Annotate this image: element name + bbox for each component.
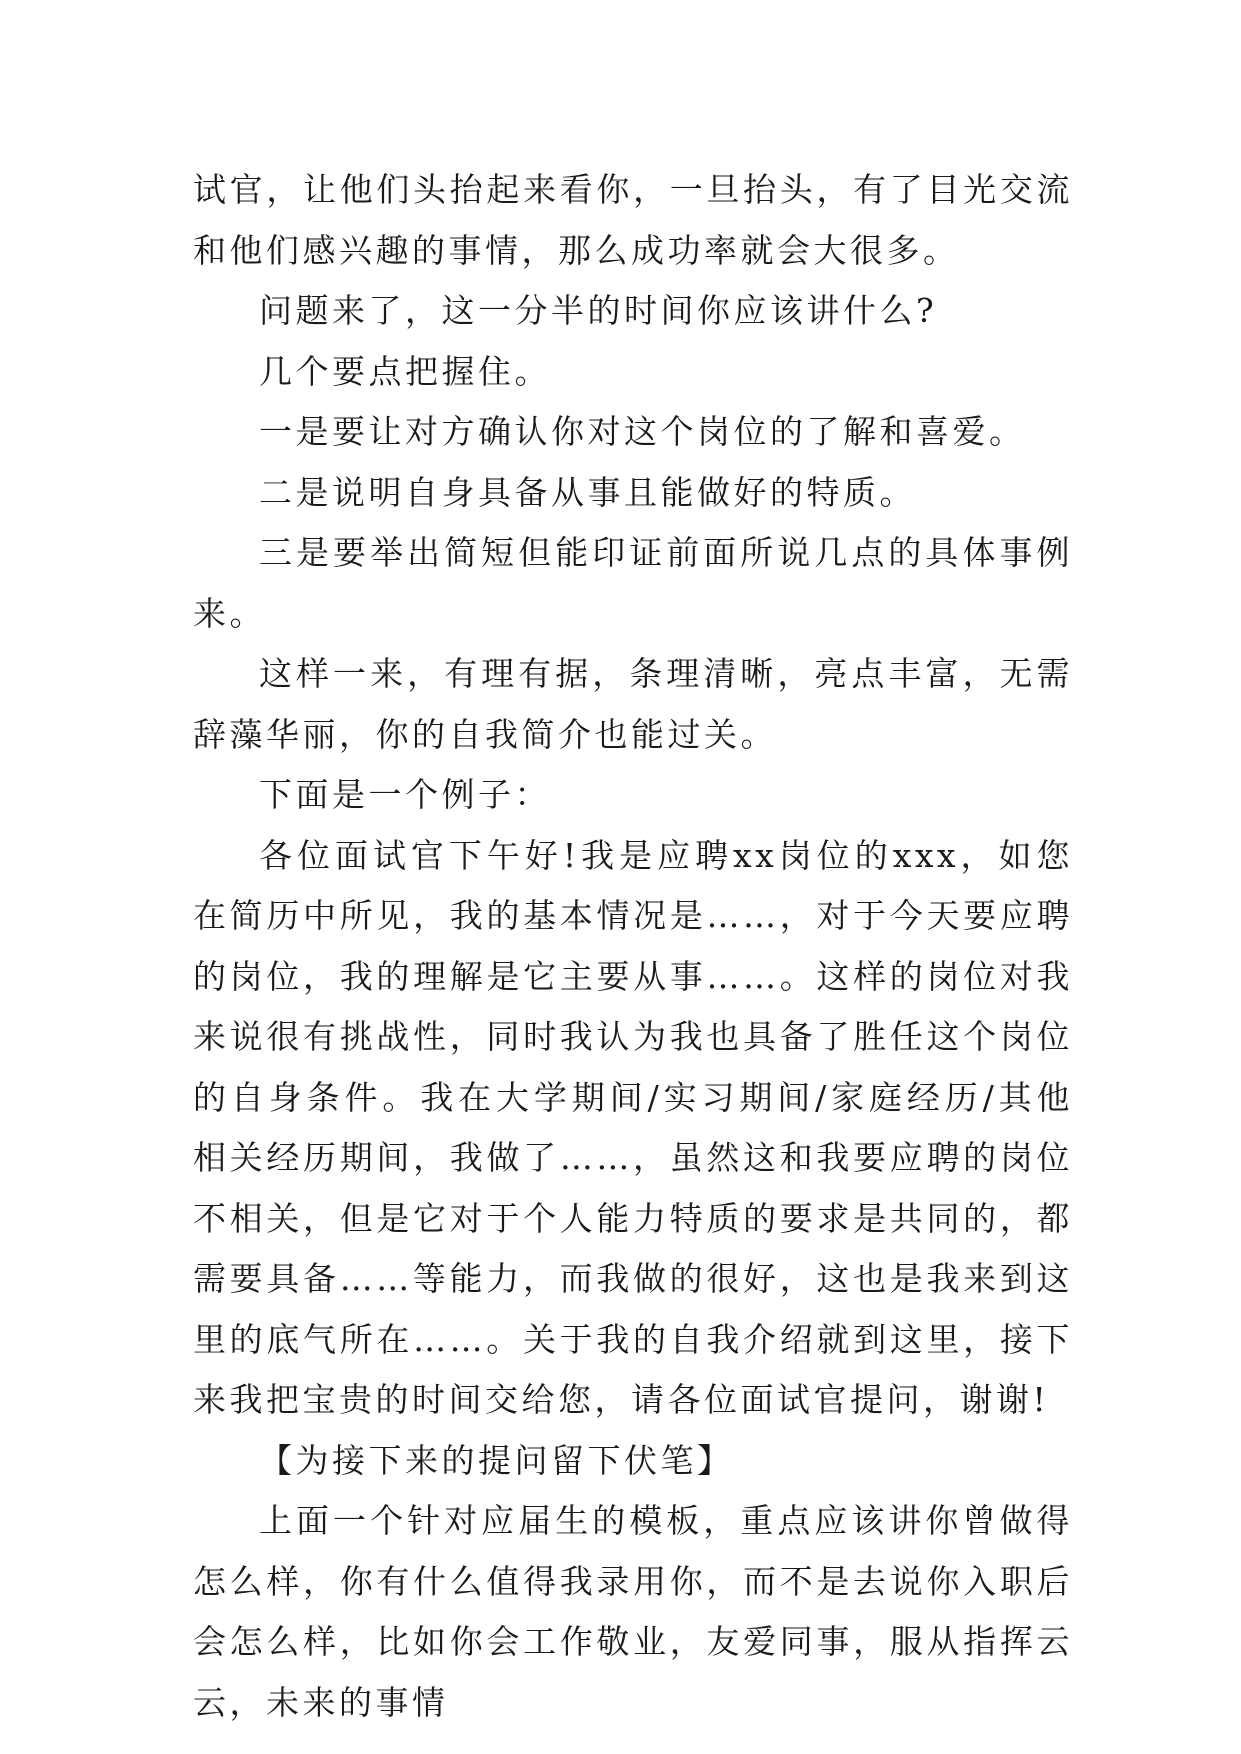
paragraph-2: 问题来了，这一分半的时间你应该讲什么? [259,291,938,330]
paragraph-10: 【为接下来的提问留下伏笔】 [259,1440,734,1480]
paragraph-1: 试官，让他们头抬起来看你，一旦抬头，有了目光交流和他们感兴趣的事情，那么成功率就会大很多。 [193,170,1073,270]
paragraph-7: 这样一来，有理有据，条理清晰，亮点丰富，无需辞藻华丽，你的自我简介也能过关。 [193,654,1073,754]
paragraph-5: 二是说明自身具备从事且能做好的特质。 [259,472,916,512]
paragraph-8: 下面是一个例子： [259,775,551,814]
paragraph-11: 上面一个针对应届生的模板，重点应该讲你曾做得怎么样，你有什么值得我录用你，而不是去说你入职后会怎么样，比如你会工作敬业，友爱同事，服从指挥云云，未来的事情 [193,1501,1073,1722]
paragraph-3: 几个要点把握住。 [259,351,551,391]
body-text [193,160,1073,1733]
paragraph-9: 各位面试官下午好!我是应聘xx岗位的xxx，如您在简历中所见，我的基本情况是……，对于今天要应聘的岗位，我的理解是它主要从事……。这样的岗位对我来说很有挑战性，同时我认为我也具备了胜任这个岗位的自身条件。我在大学期间/实习期间/家庭经历/其他相关经历期间，我做了……，虽然这和我要应聘的岗位不相关，但是它对于个人能力特质的要求是共同的，都需要具备……等能力，而我做的很好，这也是我来到这里的底气所在……。关于我的自我介绍就到这里，接下来我把宝贵的时间交给您，请各位面试官提问，谢谢! [193,835,1073,1419]
paragraph-4: 一是要让对方确认你对这个岗位的了解和喜爱。 [259,412,1026,451]
paragraph-6: 三是要举出简短但能印证前面所说几点的具体事例来。 [193,533,1073,633]
